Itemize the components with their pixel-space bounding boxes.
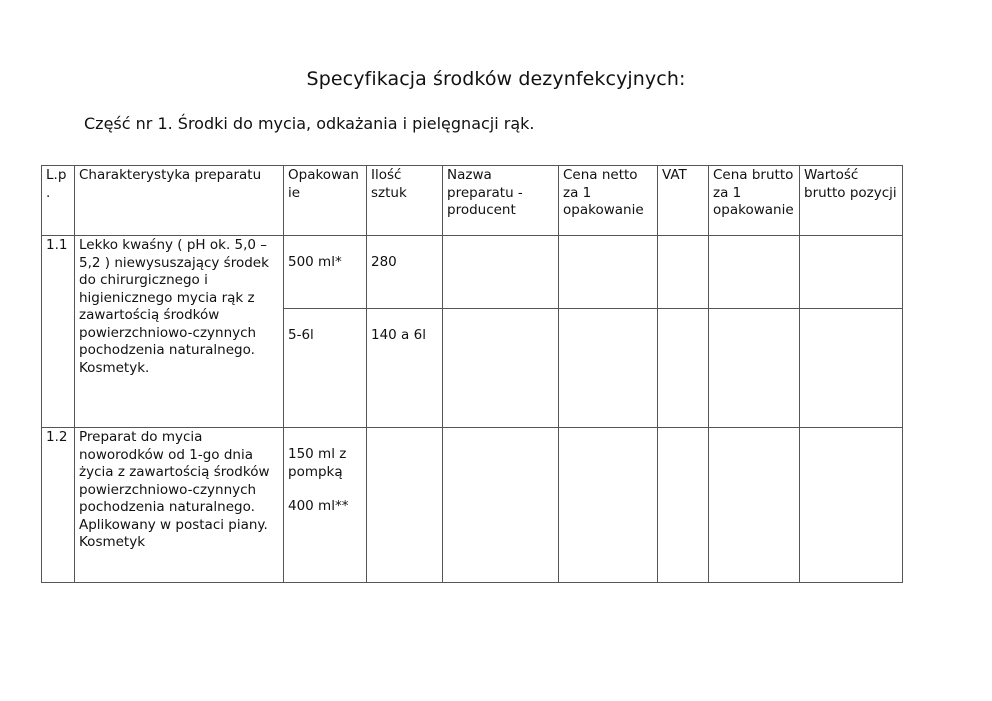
row-gross-value-cell <box>800 428 903 583</box>
row-product-name-cell <box>443 236 559 309</box>
row-packaging: 5-6l <box>284 309 367 428</box>
row-gross-price-cell <box>709 309 800 428</box>
header-packaging: Opakowanie <box>284 166 367 236</box>
packaging-option: 400 ml** <box>288 498 349 514</box>
row-packaging: 500 ml* <box>284 236 367 309</box>
header-gross-price: Cena brutto za 1 opakowanie <box>709 166 800 236</box>
header-quantity: Ilość sztuk <box>367 166 443 236</box>
table-header-row <box>42 166 903 236</box>
specification-table <box>41 165 903 583</box>
table-row <box>42 236 903 309</box>
row-gross-price-cell <box>709 236 800 309</box>
row-product-name-cell <box>443 309 559 428</box>
document-title: Specyfikacja środków dezynfekcyjnych: <box>306 68 686 90</box>
table-row <box>42 428 903 583</box>
row-packaging <box>284 428 367 583</box>
row-gross-price-cell <box>709 428 800 583</box>
row-net-price-cell <box>559 236 658 309</box>
row-characteristics: Preparat do mycia noworodków od 1-go dnia życia z zawartością środków powierzchniowo-czynnych pochodzenia naturalnego. Aplikowany w postaci piany. Kosmetyk <box>75 428 284 583</box>
row-characteristics: Lekko kwaśny ( pH ok. 5,0 – 5,2 ) niewysuszający środek do chirurgicznego i higienicznego mycia rąk z zawartością środków powierzchniowo-czynnych pochodzenia naturalnego. Kosmetyk. <box>75 236 284 428</box>
row-quantity: 280 <box>367 236 443 309</box>
row-lp: 1.1 <box>42 236 75 428</box>
line-spacer <box>288 481 362 498</box>
header-product-name: Nazwa preparatu - producent <box>443 166 559 236</box>
row-gross-value-cell <box>800 236 903 309</box>
row-quantity: 140 a 6l <box>367 309 443 428</box>
row-vat-cell <box>658 428 709 583</box>
row-net-price-cell <box>559 309 658 428</box>
row-quantity <box>367 428 443 583</box>
header-gross-value: Wartość brutto pozycji <box>800 166 903 236</box>
header-characteristics: Charakterystyka preparatu <box>75 166 284 236</box>
row-vat-cell <box>658 236 709 309</box>
row-net-price-cell <box>559 428 658 583</box>
row-gross-value-cell <box>800 309 903 428</box>
packaging-option: 150 ml z pompką <box>288 446 347 480</box>
row-lp: 1.2 <box>42 428 75 583</box>
header-net-price: Cena netto za 1 opakowanie <box>559 166 658 236</box>
row-vat-cell <box>658 309 709 428</box>
header-lp: L.p. <box>42 166 75 236</box>
header-vat: VAT <box>658 166 709 236</box>
row-product-name-cell <box>443 428 559 583</box>
section-heading: Część nr 1. Środki do mycia, odkażania i pielęgnacji rąk. <box>84 114 535 133</box>
